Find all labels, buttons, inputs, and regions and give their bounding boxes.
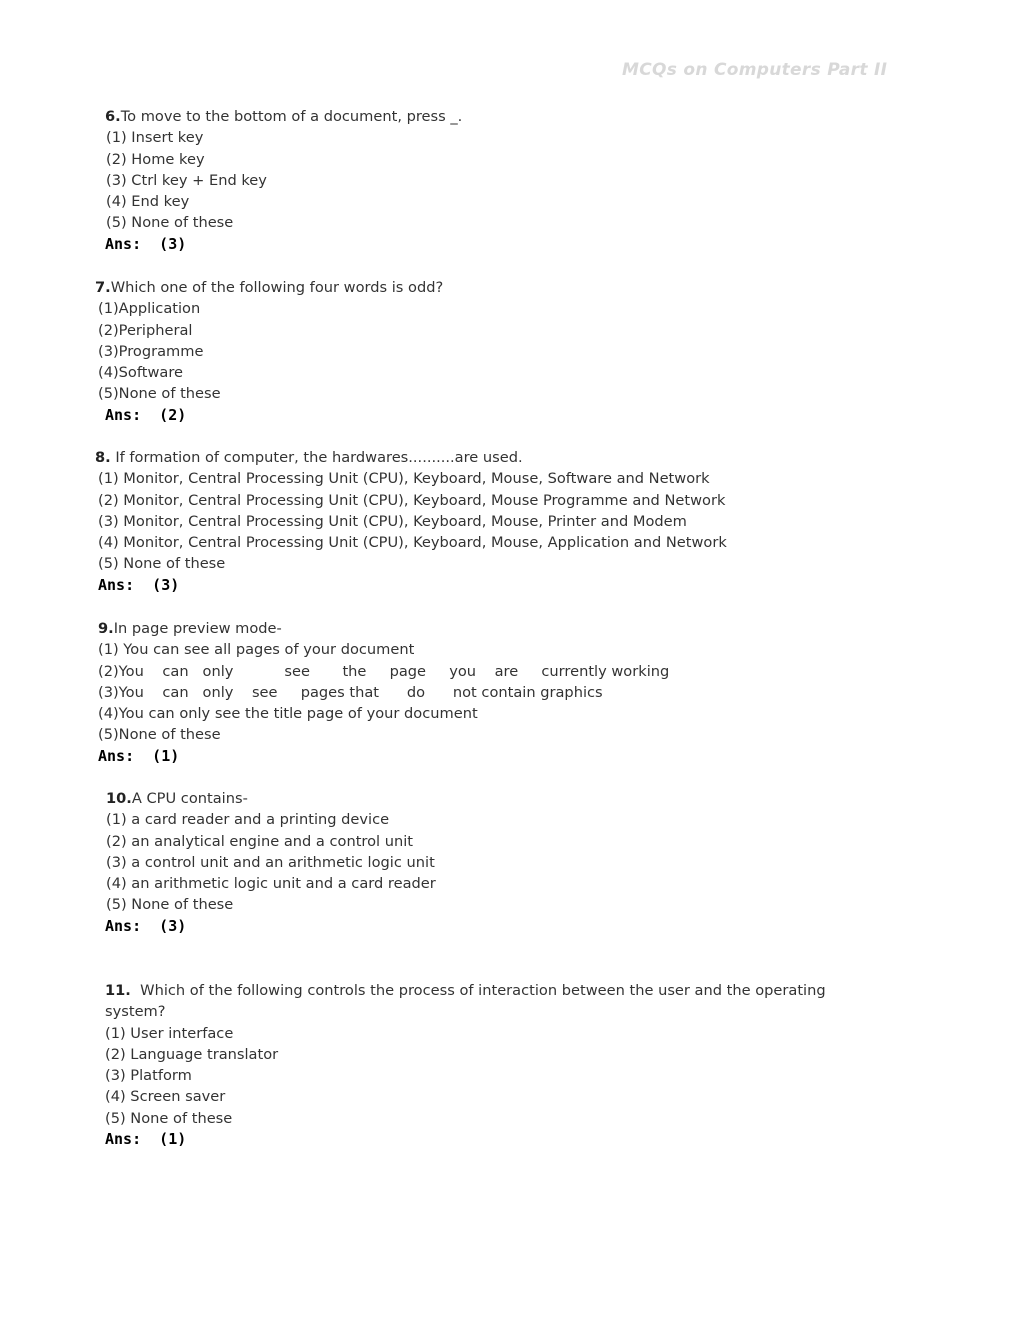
question-number: 8.	[95, 449, 111, 466]
question-6	[105, 106, 905, 255]
answer-option: (4)Software	[98, 364, 184, 382]
answer-option: (4) an arithmetic logic unit and a card reader	[106, 875, 436, 893]
question-number: 10.	[106, 790, 132, 807]
question-stem	[105, 980, 857, 1023]
answer-option: (2) Language translator	[105, 1045, 279, 1063]
answer-option: (4)You can only see the title page of your document	[98, 705, 478, 723]
answer-option: (3)You can only see pages that do not contain graphics	[98, 683, 603, 701]
answer-option: (3) Monitor, Central Processing Unit (CPU), Keyboard, Mouse, Printer and Modem	[98, 512, 687, 530]
answer-key: Ans: (3)	[105, 916, 187, 935]
answer-option: (5)None of these	[98, 385, 221, 403]
question-text: Which of the following controls the process of interaction between the user and the operating system?	[105, 982, 831, 1021]
answer-option: (4) Screen saver	[105, 1088, 226, 1106]
answer-option: (2) an analytical engine and a control unit	[106, 832, 413, 850]
answer-key: Ans: (2)	[105, 405, 187, 424]
answer-option: (2)Peripheral	[98, 321, 193, 339]
question-stem	[105, 106, 905, 127]
answer-option: (5)None of these	[98, 726, 221, 744]
question-text: Which one of the following four words is odd?	[110, 279, 444, 296]
answer-option: (1) a card reader and a printing device	[106, 811, 390, 829]
question-number: 11.	[105, 982, 131, 999]
question-10	[106, 788, 906, 937]
question-9	[98, 618, 898, 767]
answer-option: (5) None of these	[105, 1109, 233, 1127]
answer-option: (1) Monitor, Central Processing Unit (CPU), Keyboard, Mouse, Software and Network	[98, 470, 710, 488]
answer-key: Ans: (3)	[105, 234, 187, 253]
question-stem	[106, 788, 906, 809]
answer-option: (1) Insert key	[106, 129, 204, 147]
answer-option: (2) Home key	[106, 150, 205, 168]
answer-key: Ans: (1)	[98, 746, 180, 765]
question-8	[95, 447, 895, 596]
answer-key: Ans: (3)	[98, 575, 180, 594]
answer-option: (1) User interface	[105, 1024, 234, 1042]
answer-option: (2)You can only see the page you are currently working	[98, 662, 670, 680]
question-number: 7.	[95, 279, 111, 296]
question-number: 6.	[105, 108, 121, 125]
question-stem	[95, 277, 895, 298]
answer-option: (3) Ctrl key + End key	[106, 171, 267, 189]
answer-key: Ans: (1)	[105, 1130, 187, 1149]
answer-option: (5) None of these	[98, 555, 226, 573]
question-stem	[98, 618, 898, 639]
answer-option: (5) None of these	[106, 896, 234, 914]
question-number: 9.	[98, 620, 114, 637]
answer-option: (3)Programme	[98, 342, 204, 360]
answer-option: (4) End key	[106, 193, 190, 211]
question-text: In page preview mode-	[113, 620, 282, 637]
answer-option: (3) Platform	[105, 1067, 192, 1085]
answer-option: (1) You can see all pages of your document	[98, 641, 415, 659]
question-text: If formation of computer, the hardwares..........are used.	[110, 449, 523, 466]
answer-option: (3) a control unit and an arithmetic logic unit	[106, 853, 435, 871]
document-header-title: MCQs on Computers Part II	[622, 60, 888, 80]
question-7	[95, 277, 895, 426]
question-text: To move to the bottom of a document, press _.	[120, 108, 463, 125]
question-stem	[95, 447, 895, 468]
question-11	[105, 980, 857, 1150]
answer-option: (2) Monitor, Central Processing Unit (CPU), Keyboard, Mouse Programme and Network	[98, 491, 726, 509]
answer-option: (5) None of these	[106, 214, 234, 232]
question-text: A CPU contains-	[131, 790, 248, 807]
answer-option: (1)Application	[98, 300, 201, 318]
answer-option: (4) Monitor, Central Processing Unit (CPU), Keyboard, Mouse, Application and Network	[98, 534, 727, 552]
